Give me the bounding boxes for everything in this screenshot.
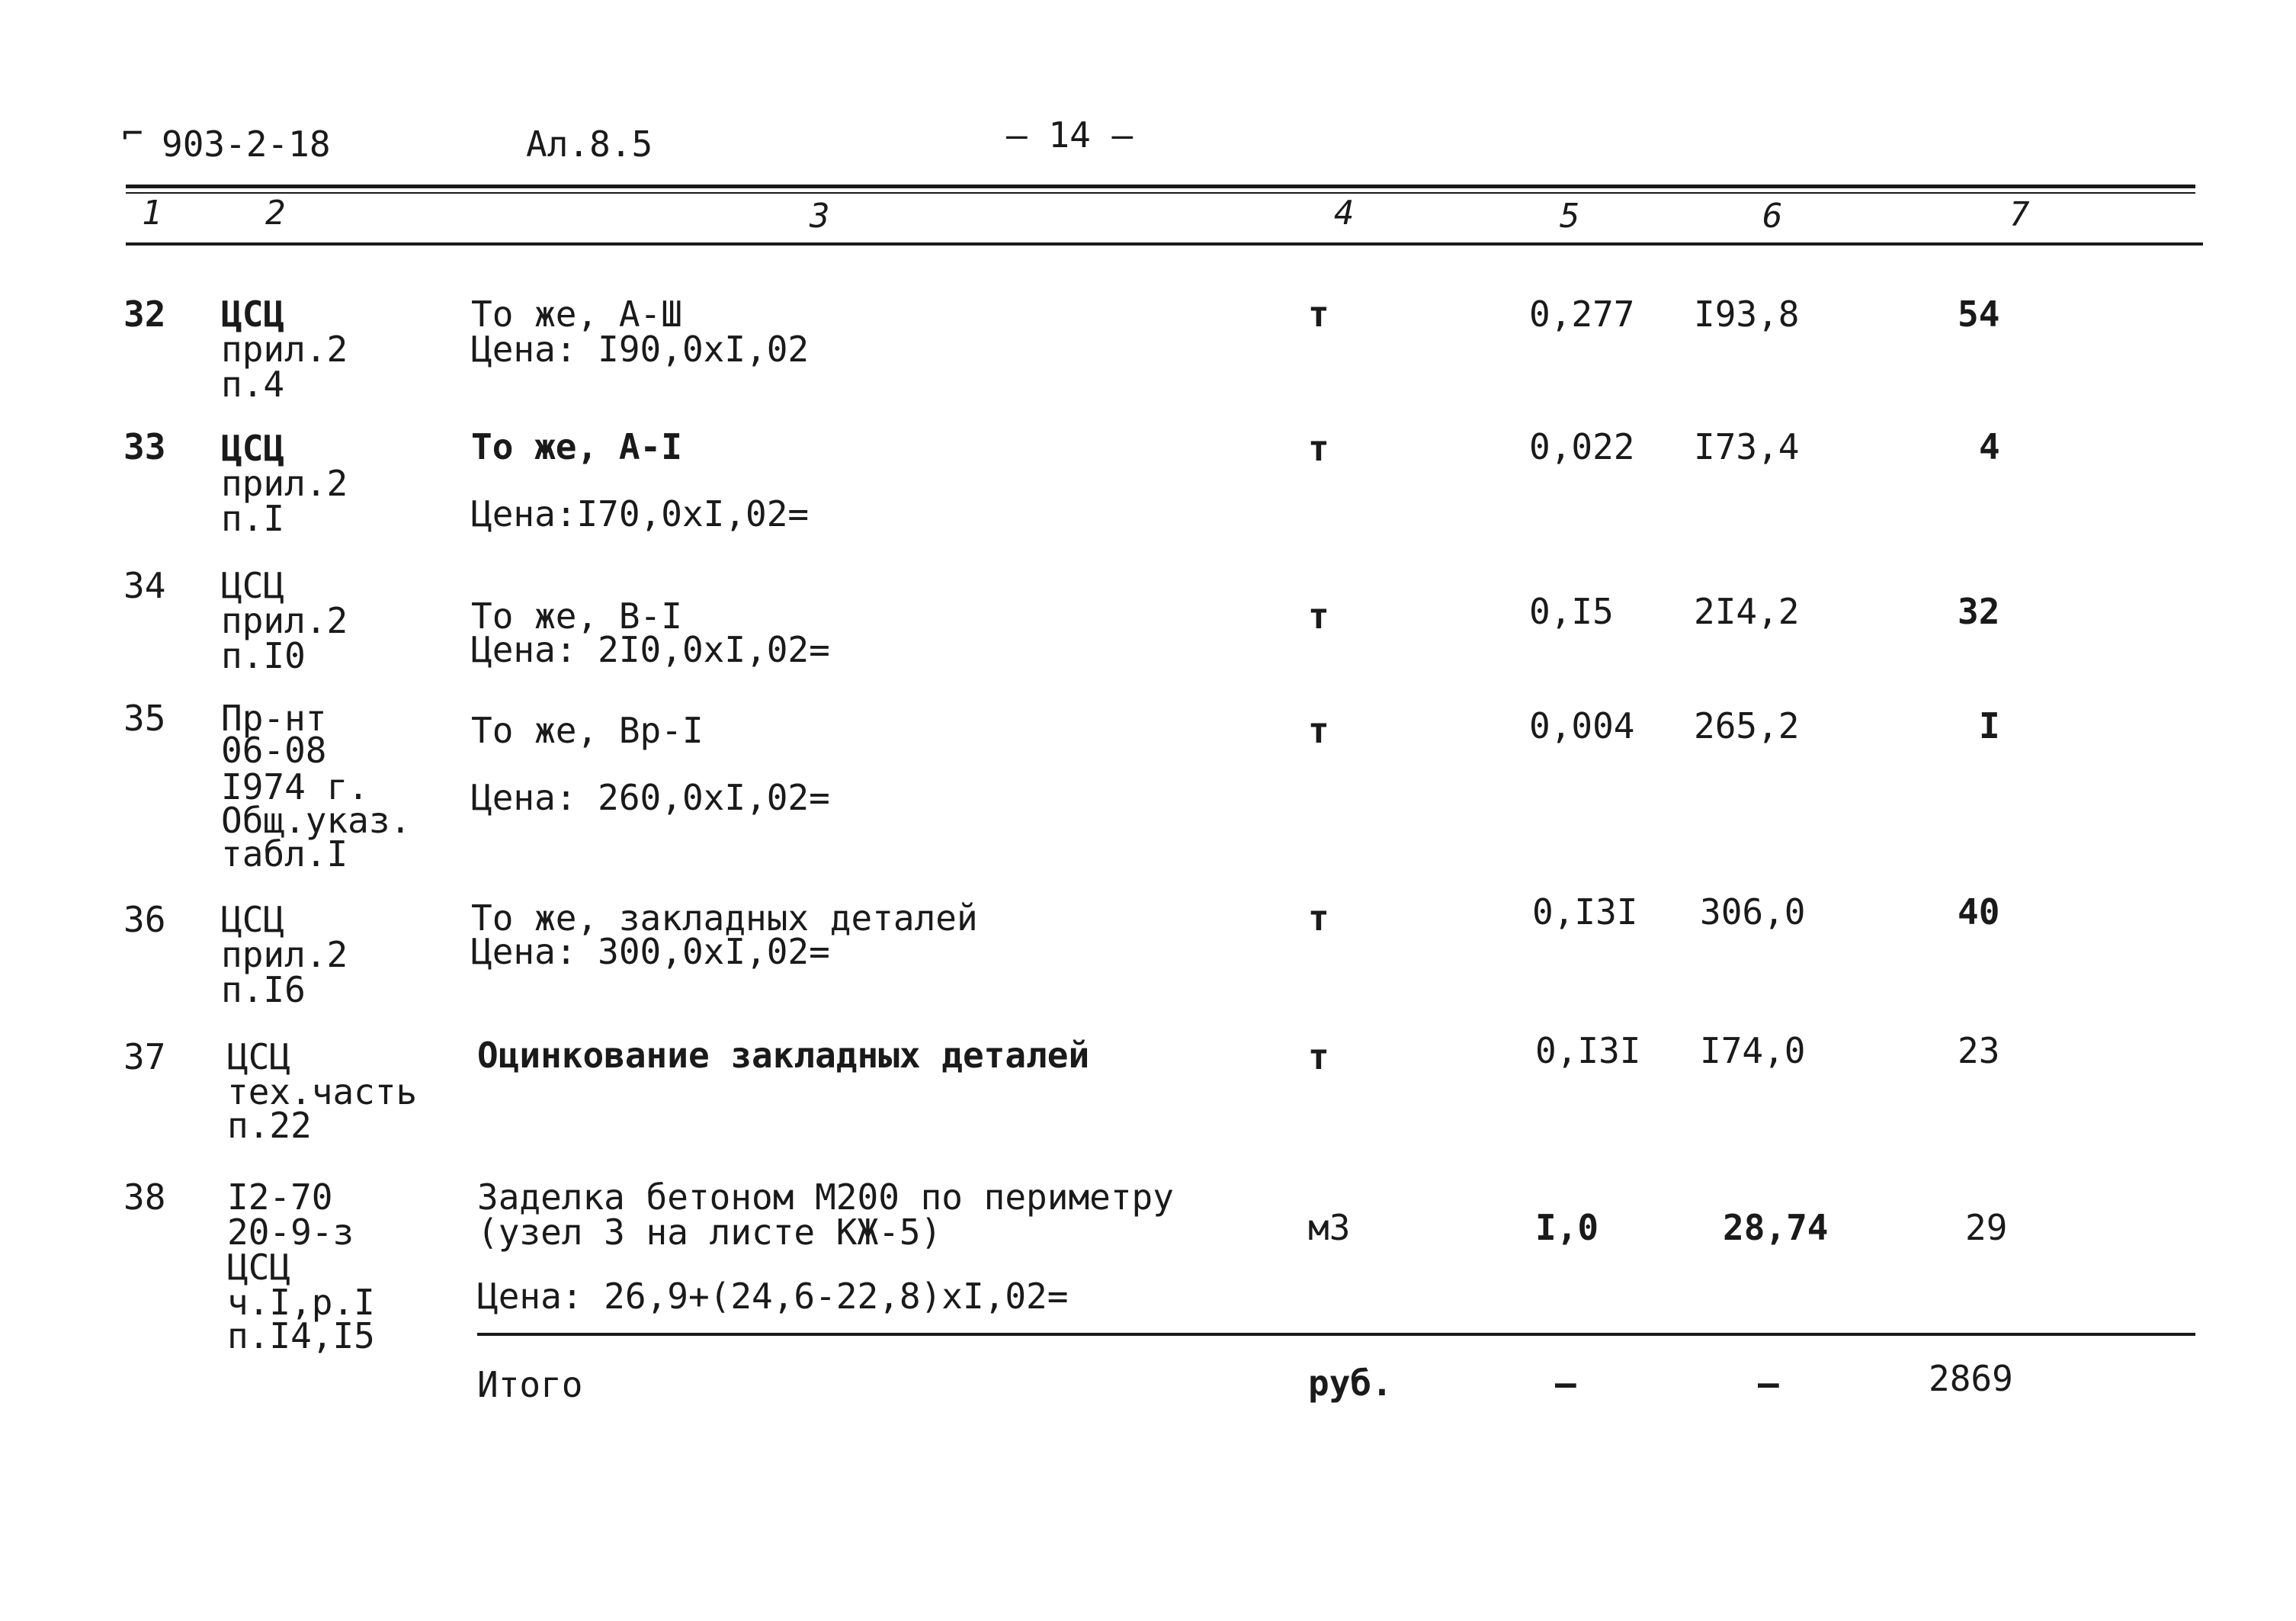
row-unit: т — [1308, 897, 1329, 939]
row-number: 32 — [123, 294, 166, 335]
total-unit-price: – — [1758, 1363, 1779, 1404]
row-cost: 40 — [1958, 891, 2000, 932]
row-reference-line: п.I6 — [221, 969, 306, 1010]
row-quantity: 0,I3I — [1532, 891, 1638, 932]
row-description-line: Цена:I70,0xI,02= — [471, 493, 810, 534]
row-reference-line: ЦСЦ — [221, 565, 285, 606]
column-number-4: 4 — [1334, 194, 1355, 233]
column-number-5: 5 — [1560, 197, 1580, 236]
row-reference-line: 06-08 — [221, 730, 327, 771]
row-cost: I — [1979, 705, 2000, 746]
row-reference-line: п.22 — [227, 1105, 312, 1146]
row-description-line: То же, закладных деталей — [471, 897, 978, 939]
album-number: Ал.8.5 — [526, 124, 653, 165]
row-reference-line: ЦСЦ — [221, 294, 285, 335]
row-cost: 54 — [1958, 294, 2000, 335]
row-unit-price: I73,4 — [1694, 426, 1800, 467]
row-number: 34 — [123, 565, 166, 606]
column-number-3: 3 — [810, 197, 830, 236]
total-rule — [477, 1333, 2195, 1336]
row-reference-line: п.I4,I5 — [227, 1315, 375, 1356]
row-description-line: Цена: 260,0xI,02= — [471, 777, 830, 818]
row-reference-line: п.I0 — [221, 635, 306, 676]
row-quantity: 0,277 — [1529, 294, 1635, 335]
row-reference-line: прил.2 — [221, 329, 348, 370]
row-unit-price: 265,2 — [1694, 705, 1800, 746]
column-number-7: 7 — [2009, 195, 2030, 234]
total-cost: 2869 — [1929, 1358, 2013, 1399]
row-quantity: 0,022 — [1529, 426, 1635, 467]
row-unit-price: I93,8 — [1694, 294, 1800, 335]
row-reference-line: п.4 — [221, 364, 285, 405]
row-unit: т — [1308, 710, 1329, 751]
row-description-line: То же, А-Ш — [471, 294, 682, 335]
row-quantity: 0,004 — [1529, 705, 1635, 746]
row-reference-line: ЦСЦ — [227, 1247, 291, 1288]
row-reference-line: 20-9-з — [227, 1212, 354, 1253]
row-quantity: 0,I3I — [1535, 1030, 1641, 1071]
table-top-rule-thin — [126, 192, 2195, 194]
row-reference-line: I974 г. — [221, 766, 369, 807]
row-unit-price: I74,0 — [1700, 1030, 1806, 1071]
row-unit: м3 — [1308, 1207, 1351, 1248]
total-label: Итого — [477, 1364, 583, 1405]
row-reference-line: ЦСЦ — [221, 899, 285, 940]
row-quantity: I,0 — [1535, 1207, 1599, 1248]
row-description-line: Цена: 26,9+(24,6-22,8)xI,02= — [477, 1276, 1069, 1317]
row-reference-line: ЦСЦ — [221, 428, 285, 469]
row-unit: т — [1308, 428, 1329, 469]
total-unit: руб. — [1308, 1363, 1393, 1404]
row-number: 36 — [123, 899, 166, 940]
row-cost: 32 — [1958, 591, 2000, 632]
row-cost: 23 — [1958, 1030, 2000, 1071]
row-description-line: (узел 3 на листе КЖ-5) — [477, 1212, 942, 1253]
row-unit: т — [1308, 595, 1329, 637]
header-bottom-rule — [126, 242, 2203, 246]
row-description-line: Цена: 2I0,0xI,02= — [471, 629, 830, 670]
row-cost: 4 — [1979, 426, 2000, 467]
row-number: 35 — [123, 698, 166, 739]
row-unit: т — [1308, 294, 1329, 335]
row-number: 33 — [123, 426, 166, 467]
column-number-2: 2 — [265, 194, 286, 233]
row-description-line: Заделка бетоном М200 по периметру — [477, 1176, 1174, 1218]
row-number: 37 — [123, 1036, 166, 1077]
row-quantity: 0,I5 — [1529, 591, 1614, 632]
row-description-line: Цена: 300,0xI,02= — [471, 931, 830, 972]
column-number-1: 1 — [142, 194, 162, 233]
table-top-rule — [126, 185, 2195, 188]
row-reference-line: тех.часть — [227, 1071, 418, 1112]
row-description-line: То же, Вр-I — [471, 710, 704, 751]
row-number: 38 — [123, 1176, 166, 1218]
row-reference-line: Общ.указ. — [221, 800, 412, 841]
row-reference-line: табл.I — [221, 833, 348, 875]
page-number: — 14 — — [1006, 114, 1134, 156]
row-reference-line: ч.I,р.I — [227, 1282, 375, 1323]
row-description-line: Оцинкование закладных деталей — [477, 1035, 1090, 1076]
row-reference-line: прил.2 — [221, 600, 348, 641]
row-reference-line: прил.2 — [221, 934, 348, 975]
row-unit-price: 2I4,2 — [1694, 591, 1800, 632]
row-cost: 29 — [1965, 1207, 2008, 1248]
row-unit: т — [1308, 1036, 1329, 1077]
row-reference-line: п.I — [221, 498, 285, 539]
row-description-line: То же, В-I — [471, 595, 682, 637]
row-unit-price: 306,0 — [1700, 891, 1806, 932]
row-unit-price: 28,74 — [1723, 1207, 1829, 1248]
row-reference-line: I2-70 — [227, 1176, 333, 1218]
row-reference-line: Пр-нт — [221, 698, 327, 739]
total-quantity: – — [1555, 1363, 1576, 1404]
document-code: 903-2-18 — [162, 124, 331, 165]
row-description-line: То же, А-I — [471, 426, 682, 467]
row-reference-line: ЦСЦ — [227, 1036, 291, 1077]
corner-mark: ⌐ — [122, 113, 143, 154]
row-description-line: Цена: I90,0xI,02 — [471, 329, 810, 370]
column-number-6: 6 — [1762, 197, 1783, 236]
row-reference-line: прил.2 — [221, 463, 348, 504]
